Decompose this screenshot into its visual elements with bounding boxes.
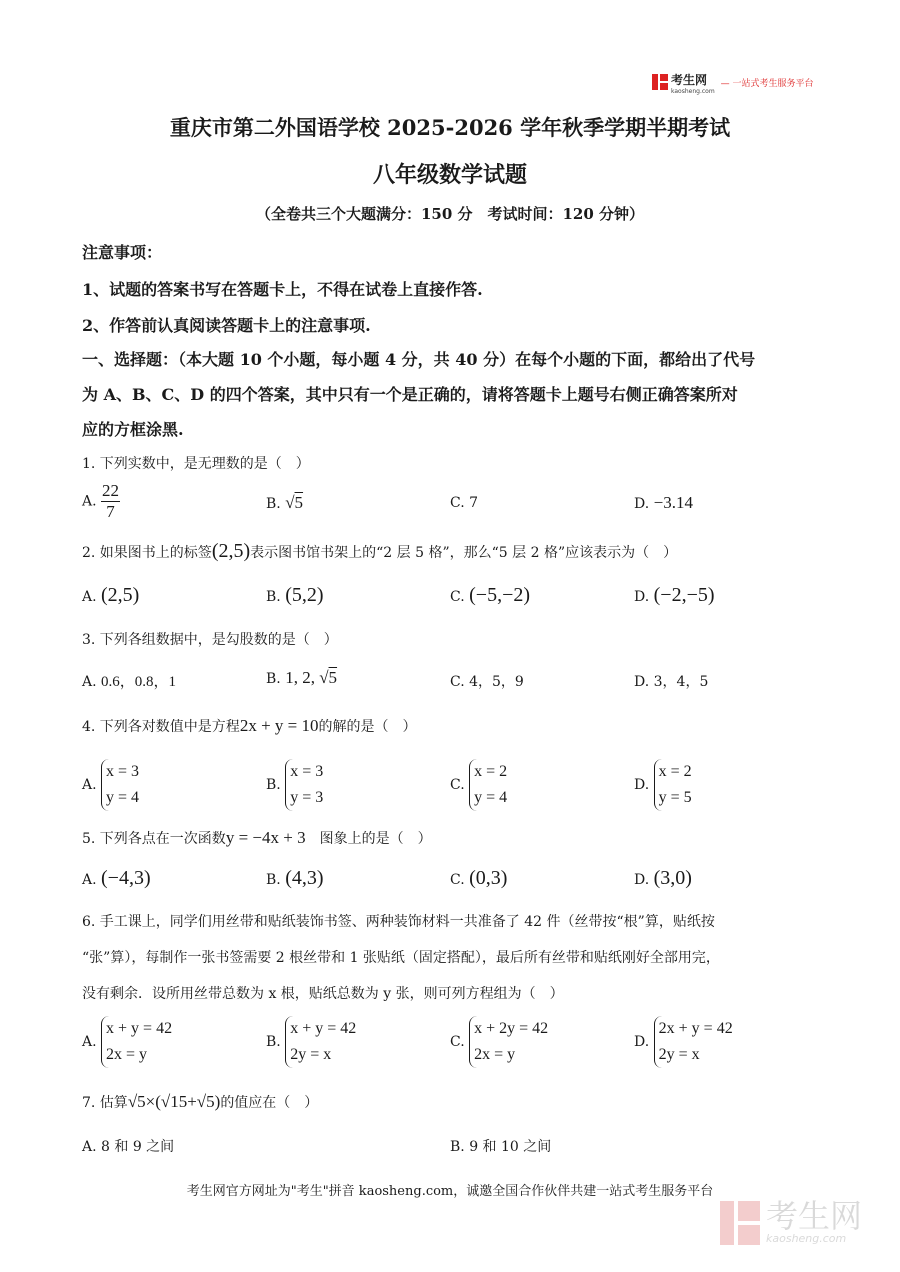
q2-b-value: (5,2) — [285, 584, 324, 606]
q3-a-value: 0.6，0.8，1 — [101, 674, 177, 690]
exam-info: （全卷共三个大题满分：150 分 考试时间：120 分钟） — [255, 205, 645, 223]
q4-option-d — [634, 759, 692, 811]
q2-option-d — [634, 584, 715, 607]
q6-option-c — [450, 1016, 548, 1068]
q6-c-label: C. — [450, 1034, 465, 1050]
q4-c-system — [469, 759, 507, 811]
q4-option-c — [450, 759, 507, 811]
q6-line-1: 6. 手工课上，同学们用丝带和贴纸装饰书签、两种装饰材料一共准备了 42 件（丝带按“根”算，贴纸按 — [82, 914, 715, 930]
watermark-mark-icon — [720, 1201, 760, 1245]
q5-option-b — [266, 867, 324, 890]
q4-a-system — [101, 759, 139, 811]
page-footer: 考生网官方网址为"考生"拼音 kaosheng.com，诚邀全国合作伙伴共建一站式考生服务平台 — [186, 1184, 714, 1199]
notice-item-1: 1、试题的答案书写在答题卡上，不得在试卷上直接作答. — [82, 280, 483, 299]
q2-stem-tag: (2,5) — [211, 540, 251, 562]
q5-d-label: D. — [634, 872, 650, 888]
q6-d-eq2: 2y = x — [658, 1046, 700, 1063]
q4-c-eq1: x = 2 — [474, 763, 508, 780]
q5-a-label: A. — [82, 872, 97, 888]
q6-a-eq2: 2x = y — [106, 1046, 148, 1063]
q3-stem: 3. 下列各组数据中，是勾股数的是（ ） — [82, 632, 338, 648]
q4-d-eq1: x = 2 — [658, 763, 692, 780]
q2-option-a — [82, 584, 139, 607]
q4-a-eq1: x = 3 — [106, 763, 140, 780]
q6-c-eq2: 2x = y — [474, 1046, 516, 1063]
q5-b-value: (4,3) — [285, 867, 324, 889]
q2-stem-post: 表示图书馆书架上的“2 层 5 格”，那么“5 层 2 格”应该表示为（ ） — [250, 545, 678, 561]
q4-b-label: B. — [266, 777, 281, 793]
q1-option-b — [266, 493, 303, 513]
q6-a-system — [101, 1016, 172, 1068]
q1-b-radical: √5 — [285, 493, 304, 512]
q6-a-eq1: x + y = 42 — [106, 1020, 173, 1037]
q5-c-value: (0,3) — [469, 867, 508, 889]
q5-c-label: C. — [450, 872, 465, 888]
q2-stem — [82, 540, 677, 563]
q5-stem-equation: y = −4x + 3 — [225, 828, 306, 847]
q3-b-radicand: 5 — [328, 668, 338, 687]
q5-d-value: (3,0) — [653, 867, 692, 889]
q4-option-b — [266, 759, 323, 811]
q4-d-label: D. — [634, 777, 650, 793]
logo-name: 考生网 — [671, 73, 708, 87]
q2-d-value: (−2,−5) — [653, 584, 715, 606]
exam-subtitle: 八年级数学试题 — [372, 162, 527, 188]
q3-a-label: A. — [82, 674, 97, 690]
q4-b-system — [285, 759, 323, 811]
q4-c-label: C. — [450, 777, 465, 793]
q4-stem-post: 的解的是（ ） — [318, 719, 417, 735]
logo-slogan-text: 一站式考生服务平台 — [732, 78, 814, 89]
brand-logo — [652, 72, 814, 95]
q6-d-system — [654, 1016, 733, 1068]
q6-option-b — [266, 1016, 356, 1068]
q2-c-label: C. — [450, 589, 465, 605]
q2-d-label: D. — [634, 589, 650, 605]
q3-b-label: B. — [266, 671, 281, 687]
q1-d-label: D. — [634, 496, 650, 512]
q3-option-c: C. 4，5，9 — [450, 674, 524, 690]
q7-stem-expression: √5×(√15+√5) — [127, 1092, 221, 1111]
watermark-text — [766, 1197, 863, 1245]
logo-slogan: — 一站式考生服务平台 — [720, 78, 814, 89]
q3-b-value: 1, 2, — [285, 668, 320, 687]
q5-stem-pre: 5. 下列各点在一次函数 — [82, 831, 226, 847]
q4-option-a — [82, 759, 139, 811]
q3-b-radical: √5 — [319, 668, 338, 687]
q6-option-a — [82, 1016, 172, 1068]
q4-b-eq2: y = 3 — [290, 789, 324, 806]
q4-d-eq2: y = 5 — [658, 789, 692, 806]
q3-option-d: D. 3，4，5 — [634, 674, 709, 690]
watermark-domain: kaosheng.com — [766, 1232, 847, 1245]
exam-title: 重庆市第二外国语学校 2025-2026 学年秋季学期半期考试 — [169, 115, 731, 140]
q6-line-2: “张”算），每制作一张书签需要 2 根丝带和 1 张贴纸（固定搭配），最后所有丝带和贴纸刚好全部用完， — [82, 950, 720, 966]
q4-a-eq2: y = 4 — [106, 789, 140, 806]
q6-b-eq1: x + y = 42 — [290, 1020, 357, 1037]
logo-text — [671, 69, 715, 95]
q6-d-eq1: 2x + y = 42 — [658, 1020, 733, 1037]
q7-option-b: B. 9 和 10 之间 — [450, 1139, 552, 1155]
q6-c-eq1: x + 2y = 42 — [474, 1020, 549, 1037]
q4-stem — [82, 716, 417, 736]
q6-b-eq2: 2y = x — [290, 1046, 332, 1063]
q1-option-d — [634, 493, 693, 513]
q5-option-a — [82, 867, 151, 890]
q1-b-radicand: 5 — [294, 493, 304, 512]
q6-c-system — [469, 1016, 548, 1068]
q4-c-eq2: y = 4 — [474, 789, 508, 806]
notice-heading: 注意事项： — [82, 243, 163, 262]
q5-option-d — [634, 867, 692, 890]
q3-option-b — [266, 668, 337, 688]
section1-line-3: 应的方框涂黑. — [82, 420, 184, 439]
section1-line-2: 为 A、B、C、D 的四个答案，其中只有一个是正确的，请将答题卡上题号右侧正确答案所对 — [82, 385, 738, 404]
q1-option-a — [82, 481, 120, 522]
q7-stem — [82, 1092, 318, 1112]
q4-a-label: A. — [82, 777, 97, 793]
q1-d-value: −3.14 — [653, 493, 693, 512]
q6-b-system — [285, 1016, 356, 1068]
logo-domain: kaosheng.com — [671, 88, 715, 95]
q1-option-c: C. 7 — [450, 495, 479, 511]
logo-mark-icon — [652, 74, 668, 90]
q1-a-numerator: 22 — [102, 481, 120, 500]
q6-a-label: A. — [82, 1034, 97, 1050]
q4-d-system — [654, 759, 692, 811]
q7-option-a: A. 8 和 9 之间 — [82, 1139, 175, 1155]
q2-a-label: A. — [82, 589, 97, 605]
q5-b-label: B. — [266, 872, 281, 888]
q2-option-b — [266, 584, 324, 607]
q1-a-fraction — [101, 481, 120, 522]
q7-stem-pre: 7. 估算 — [82, 1095, 128, 1111]
q3-option-a — [82, 670, 176, 691]
q4-b-eq1: x = 3 — [290, 763, 324, 780]
q6-b-label: B. — [266, 1034, 281, 1050]
q6-option-d — [634, 1016, 733, 1068]
q4-stem-pre: 4. 下列各对数值中是方程 — [82, 719, 240, 735]
q1-b-label: B. — [266, 496, 281, 512]
q2-b-label: B. — [266, 589, 281, 605]
q6-line-3: 没有剩余．设所用丝带总数为 x 根，贴纸总数为 y 张，则可列方程组为（ ） — [82, 986, 564, 1002]
q5-a-value: (−4,3) — [101, 867, 151, 889]
q1-a-denominator: 7 — [106, 502, 115, 521]
q2-c-value: (−5,−2) — [469, 584, 531, 606]
q1-a-label: A. — [82, 493, 97, 510]
watermark-name: 考生网 — [766, 1197, 863, 1235]
q4-stem-equation: 2x + y = 10 — [239, 716, 319, 735]
q5-option-c — [450, 867, 507, 890]
q1-stem: 1. 下列实数中，是无理数的是（ ） — [82, 456, 310, 472]
q5-stem-post: 图象上的是（ ） — [305, 831, 432, 847]
q5-stem — [82, 828, 432, 848]
notice-item-2: 2、作答前认真阅读答题卡上的注意事项. — [82, 316, 371, 335]
q2-stem-pre: 2. 如果图书上的标签 — [82, 545, 212, 561]
q2-a-value: (2,5) — [101, 584, 140, 606]
section1-line-1: 一、选择题：（本大题 10 个小题，每小题 4 分，共 40 分）在每个小题的下面，都给出了代号 — [82, 350, 756, 369]
q7-stem-post: 的值应在（ ） — [220, 1095, 319, 1111]
q6-d-label: D. — [634, 1034, 650, 1050]
q2-option-c — [450, 584, 530, 607]
watermark — [720, 1197, 863, 1245]
